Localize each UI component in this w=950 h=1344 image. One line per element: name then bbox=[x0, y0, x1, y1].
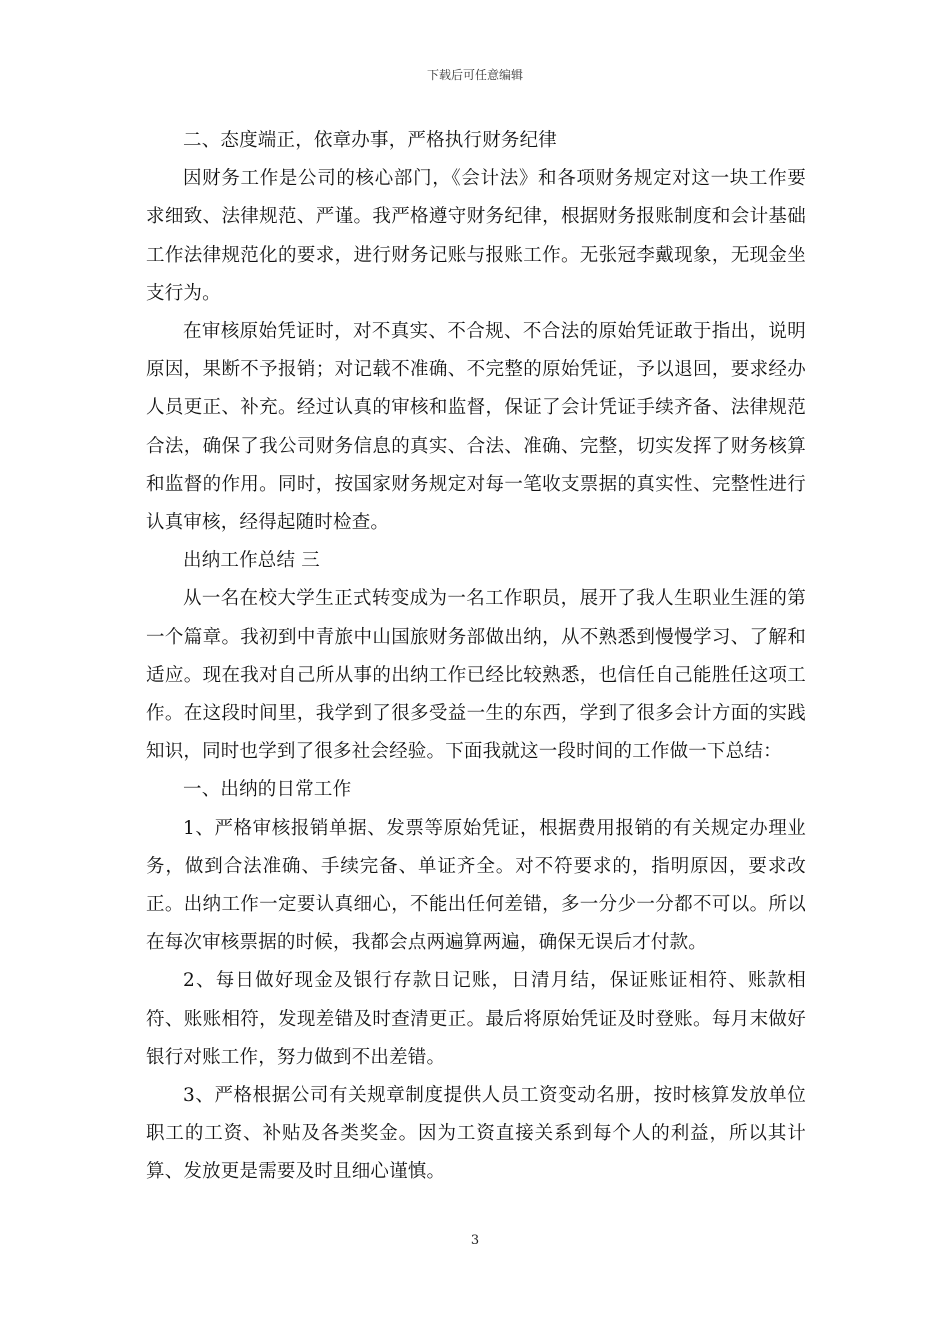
paragraph: 从一名在校大学生正式转变成为一名工作职员，展开了我人生职业生涯的第一个篇章。我初到中青旅中山国旅财务部做出纳，从不熟悉到慢慢学习、了解和适应。现在我对自己所从事的出纳工作已经比较熟悉，也信任自己能胜任这项工作。在这段时间里，我学到了很多受益一生的东西，学到了很多会计方面的实践知识，同时也学到了很多社会经验。下面我就这一段时间的工作做一下总结： bbox=[146, 588, 806, 763]
list-item: 1、严格审核报销单据、发票等原始凭证，根据费用报销的有关规定办理业务，做到合法准确、手续完备、单证齐全。对不符要求的，指明原因，要求改正。出纳工作一定要认真细心，不能出任何差错，多一分少一分都不可以。所以在每次审核票据的时候，我都会点两遍算两遍，确保无误后才付款。 bbox=[146, 817, 806, 954]
section-title: 出纳工作总结 三 bbox=[183, 550, 320, 572]
section-heading: 二、态度端正，依章办事，严格执行财务纪律 bbox=[183, 130, 558, 151]
paragraph: 因财务工作是公司的核心部门，《会计法》和各项财务规定对这一块工作要求细致、法律规范、严谨。我严格遵守财务纪律，根据财务报账制度和会计基础工作法律规范化的要求，进行财务记账与报账工作。无张冠李戴现象，无现金坐支行为。 bbox=[146, 168, 806, 304]
document-body bbox=[146, 122, 806, 1192]
list-item: 2、每日做好现金及银行存款日记账，日清月结，保证账证相符、账款相符、账账相符，发现差错及时查清更正。最后将原始凭证及时登账。每月末做好银行对账工作，努力做到不出差错。 bbox=[146, 970, 806, 1068]
page-number: 3 bbox=[470, 1233, 480, 1248]
header-note: 下载后可任意编辑 bbox=[426, 68, 523, 82]
paragraph: 在审核原始凭证时，对不真实、不合规、不合法的原始凭证敢于指出，说明原因，果断不予报销；对记载不准确、不完整的原始凭证，予以退回，要求经办人员更正、补充。经过认真的审核和监督，保证了会计凭证手续齐备、法律规范合法，确保了我公司财务信息的真实、合法、准确、完整，切实发挥了财务核算和监督的作用。同时，按国家财务规定对每一笔收支票据的真实性、完整性进行认真审核，经得起随时检查。 bbox=[146, 321, 806, 534]
list-item: 3、严格根据公司有关规章制度提供人员工资变动名册，按时核算发放单位职工的工资、补贴及各类奖金。因为工资直接关系到每个人的利益，所以其计算、发放更是需要及时且细心谨慎。 bbox=[146, 1085, 806, 1183]
section-heading: 一、出纳的日常工作 bbox=[183, 779, 352, 801]
